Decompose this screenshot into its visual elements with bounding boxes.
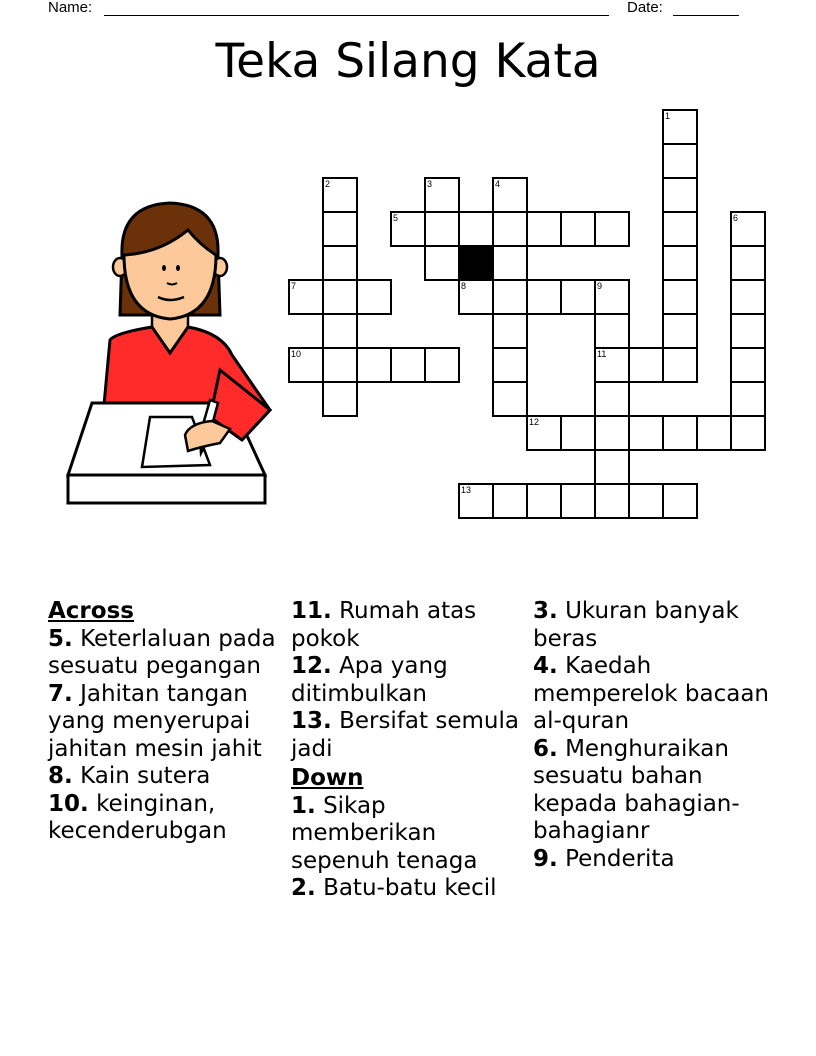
grid-cell[interactable] — [526, 415, 562, 451]
grid-cell[interactable] — [662, 347, 698, 383]
clue-down-6: 6. Menghuraikan sesuatu bahan kepada bahagian-bahagianr — [533, 735, 740, 844]
grid-cell[interactable] — [560, 279, 596, 315]
name-label: Name: — [48, 0, 93, 16]
grid-cell[interactable] — [492, 381, 528, 417]
cell-number: 8 — [461, 281, 467, 291]
clues-column-2 — [291, 598, 531, 903]
grid-cell[interactable] — [662, 245, 698, 281]
clue-across-12: 12. Apa yang ditimbulkan — [291, 653, 448, 707]
grid-cell[interactable] — [526, 211, 562, 247]
cell-number: 6 — [733, 213, 739, 223]
grid-cell[interactable] — [662, 279, 698, 315]
grid-cell[interactable] — [730, 245, 766, 281]
grid-cell[interactable] — [322, 381, 358, 417]
grid-cell[interactable] — [288, 347, 324, 383]
clue-down-2: 2. Batu-batu kecil — [291, 875, 497, 901]
cell-number: 3 — [427, 179, 433, 189]
grid-cell[interactable] — [390, 211, 426, 247]
grid-cell[interactable] — [594, 381, 630, 417]
grid-cell[interactable] — [730, 211, 766, 247]
worksheet-header — [0, 0, 816, 20]
grid-cell[interactable] — [594, 483, 630, 519]
grid-cell[interactable] — [322, 347, 358, 383]
grid-cell[interactable] — [730, 313, 766, 349]
grid-cell[interactable] — [424, 177, 460, 213]
cell-number: 9 — [597, 281, 603, 291]
grid-cell[interactable] — [662, 109, 698, 145]
grid-cell[interactable] — [594, 313, 630, 349]
grid-cell[interactable] — [458, 279, 494, 315]
grid-cell[interactable] — [662, 211, 698, 247]
grid-cell[interactable] — [662, 483, 698, 519]
grid-cell[interactable] — [492, 279, 528, 315]
grid-cell[interactable] — [322, 313, 358, 349]
grid-cell[interactable] — [526, 483, 562, 519]
grid-cell[interactable] — [730, 381, 766, 417]
grid-cell[interactable] — [730, 415, 766, 451]
grid-cell[interactable] — [288, 279, 324, 315]
grid-cell[interactable] — [662, 415, 698, 451]
cell-number: 10 — [291, 349, 302, 359]
clue-down-4: 4. Kaedah memperelok bacaan al-quran — [533, 653, 770, 734]
crossword-grid — [289, 110, 769, 530]
grid-cell[interactable] — [458, 483, 494, 519]
cell-number: 2 — [325, 179, 331, 189]
grid-cell[interactable] — [526, 279, 562, 315]
grid-cell[interactable] — [322, 211, 358, 247]
clue-across-5: 5. Keterlaluan pada sesuatu pegangan — [48, 625, 276, 679]
grid-cell[interactable] — [322, 245, 358, 281]
clues-column-1 — [48, 598, 288, 846]
grid-cell[interactable] — [424, 211, 460, 247]
grid-cell[interactable] — [560, 483, 596, 519]
grid-cell[interactable] — [492, 483, 528, 519]
grid-cell[interactable] — [628, 347, 664, 383]
clues-column-3 — [533, 598, 778, 873]
cell-number: 13 — [461, 485, 472, 495]
cell-number: 4 — [495, 179, 501, 189]
clue-down-1: 1. Sikap memberikan sepenuh tenaga — [291, 792, 478, 874]
grid-cell[interactable] — [322, 279, 358, 315]
grid-cell[interactable] — [458, 211, 494, 247]
girl-writing-illustration — [60, 195, 280, 515]
grid-cell[interactable] — [662, 177, 698, 213]
grid-cell[interactable] — [322, 177, 358, 213]
grid-cell[interactable] — [696, 415, 732, 451]
across-heading: Across — [48, 598, 134, 624]
grid-cell[interactable] — [594, 211, 630, 247]
grid-cell[interactable] — [390, 347, 426, 383]
black-cell — [458, 245, 494, 281]
grid-cell[interactable] — [356, 347, 392, 383]
clue-down-3: 3. Ukuran banyak beras — [533, 598, 739, 652]
grid-cell[interactable] — [730, 347, 766, 383]
grid-cell[interactable] — [662, 143, 698, 179]
student-writing-icon — [60, 195, 280, 515]
grid-cell[interactable] — [424, 347, 460, 383]
page-title: Teka Silang Kata — [215, 34, 601, 89]
name-field-line[interactable] — [104, 15, 609, 16]
grid-cell[interactable] — [492, 211, 528, 247]
cell-number: 11 — [597, 349, 607, 359]
cell-number: 1 — [665, 111, 671, 121]
grid-cell[interactable] — [492, 313, 528, 349]
date-label: Date: — [627, 0, 663, 16]
clue-down-9: 9. Penderita — [533, 845, 675, 872]
grid-cell[interactable] — [628, 415, 664, 451]
clue-across-10: 10. keinginan, kecenderubgan — [48, 790, 227, 844]
grid-cell[interactable] — [594, 347, 630, 383]
clue-across-8: 8. Kain sutera — [48, 763, 211, 789]
date-field-line[interactable] — [673, 15, 739, 16]
cell-number: 5 — [393, 213, 399, 223]
grid-cell[interactable] — [594, 415, 630, 451]
clue-across-13: 13. Bersifat semula jadi — [291, 708, 519, 762]
grid-cell[interactable] — [492, 245, 528, 281]
grid-cell[interactable] — [424, 245, 460, 281]
grid-cell[interactable] — [560, 211, 596, 247]
grid-cell[interactable] — [594, 279, 630, 315]
down-heading: Down — [291, 765, 364, 791]
grid-cell[interactable] — [356, 279, 392, 315]
grid-cell[interactable] — [492, 347, 528, 383]
grid-cell[interactable] — [492, 177, 528, 213]
grid-cell[interactable] — [662, 313, 698, 349]
cell-number: 12 — [529, 417, 540, 427]
grid-cell[interactable] — [560, 415, 596, 451]
clue-across-7: 7. Jahitan tangan yang menyerupai jahitan mesin jahit — [48, 680, 262, 762]
grid-cell[interactable] — [730, 279, 766, 315]
clue-across-11: 11. Rumah atas pokok — [291, 598, 477, 652]
grid-cell[interactable] — [628, 483, 664, 519]
grid-cell[interactable] — [594, 449, 630, 485]
cell-number: 7 — [291, 281, 297, 291]
